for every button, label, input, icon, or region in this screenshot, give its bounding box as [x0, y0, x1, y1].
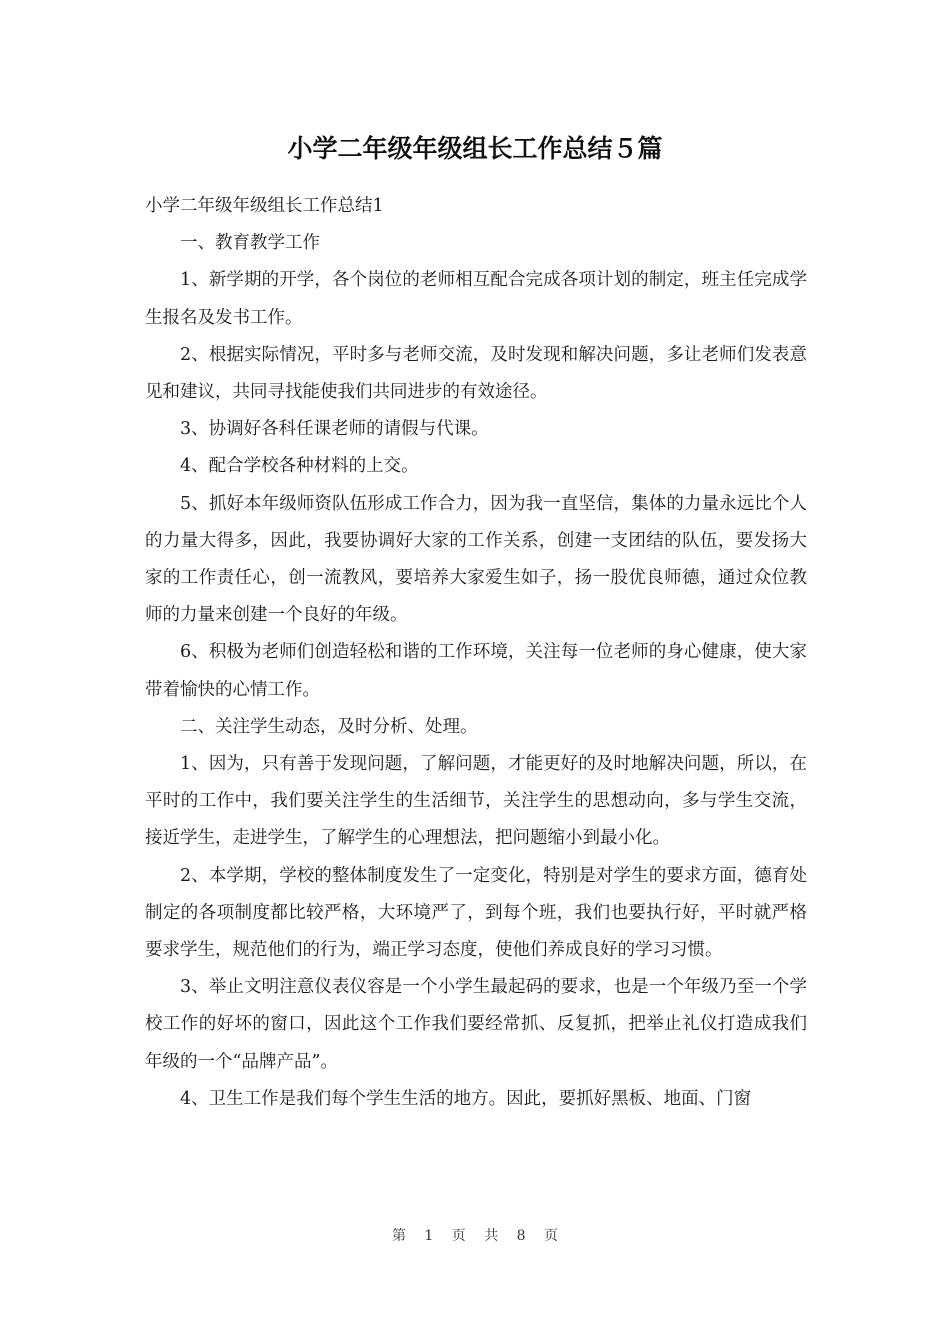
paragraph: 3、协调好各科任课老师的请假与代课。: [180, 419, 489, 440]
paragraph: 4、卫生工作是我们每个学生生活的地方。因此，要抓好黑板、地面、门窗: [180, 1088, 752, 1109]
total-page-count: 8: [516, 1228, 526, 1244]
paragraph: 1、因为，只有善于发现问题，了解问题，才能更好的及时地解决问题，所以，在平时的工作中，我们要关注学生的生活细节，关注学生的思想动向，多与学生交流，接近学生，走进学生，了解学生的心理想法，把问题缩小到最小化。: [145, 754, 807, 849]
document-title: 小学二年级年级组长工作总结５篇: [287, 134, 663, 163]
document-body: [145, 188, 807, 1118]
section-heading: 小学二年级年级组长工作总结1: [145, 196, 384, 216]
paragraph: 6、积极为老师们创造轻松和谐的工作环境，关注每一位老师的身心健康，使大家带着愉快的心情工作。: [145, 642, 807, 700]
footer-text: 共: [484, 1228, 499, 1244]
paragraph: 1、新学期的开学，各个岗位的老师相互配合完成各项计划的制定，班主任完成学生报名及发书工作。: [145, 270, 807, 328]
current-page-number: 1: [424, 1228, 434, 1244]
paragraph: 4、配合学校各种材料的上交。: [180, 456, 419, 477]
paragraph: 2、根据实际情况，平时多与老师交流，及时发现和解决问题，多让老师们发表意见和建议，共同寻找能使我们共同进步的有效途径。: [145, 344, 807, 403]
paragraph: 2、本学期，学校的整体制度发生了一定变化，特别是对学生的要求方面，德育处制定的各项制度都比较严格，大环境严了，到每个班，我们也要执行好，平时就严格要求学生，规范他们的行为，端正学习态度，使他们养成良好的学习习惯。: [145, 865, 807, 961]
paragraph: 二、关注学生动态，及时分析、处理。: [180, 716, 478, 737]
paragraph: 一、教育教学工作: [180, 233, 320, 254]
paragraph: 5、抓好本年级师资队伍形成工作合力，因为我一直坚信，集体的力量永远比个人的力量大得多，因此，我要协调好大家的工作关系，创建一支团结的队伍，要发扬大家的工作责任心，创一流教风，要培养大家爱生如子，扬一股优良师德，通过众位教师的力量来创建一个良好的年级。: [145, 493, 807, 626]
footer-text: 页: [544, 1228, 559, 1244]
footer-text: 页: [451, 1228, 466, 1244]
page-number-footer: [0, 1226, 950, 1246]
footer-text: 第: [391, 1228, 406, 1244]
paragraph: 3、举止文明注意仪表仪容是一个小学生最起码的要求，也是一个年级乃至一个学校工作的好坏的窗口，因此这个工作我们要经常抓、反复抓，把举止礼仪打造成我们年级的一个“品牌产品”。: [145, 977, 807, 1072]
